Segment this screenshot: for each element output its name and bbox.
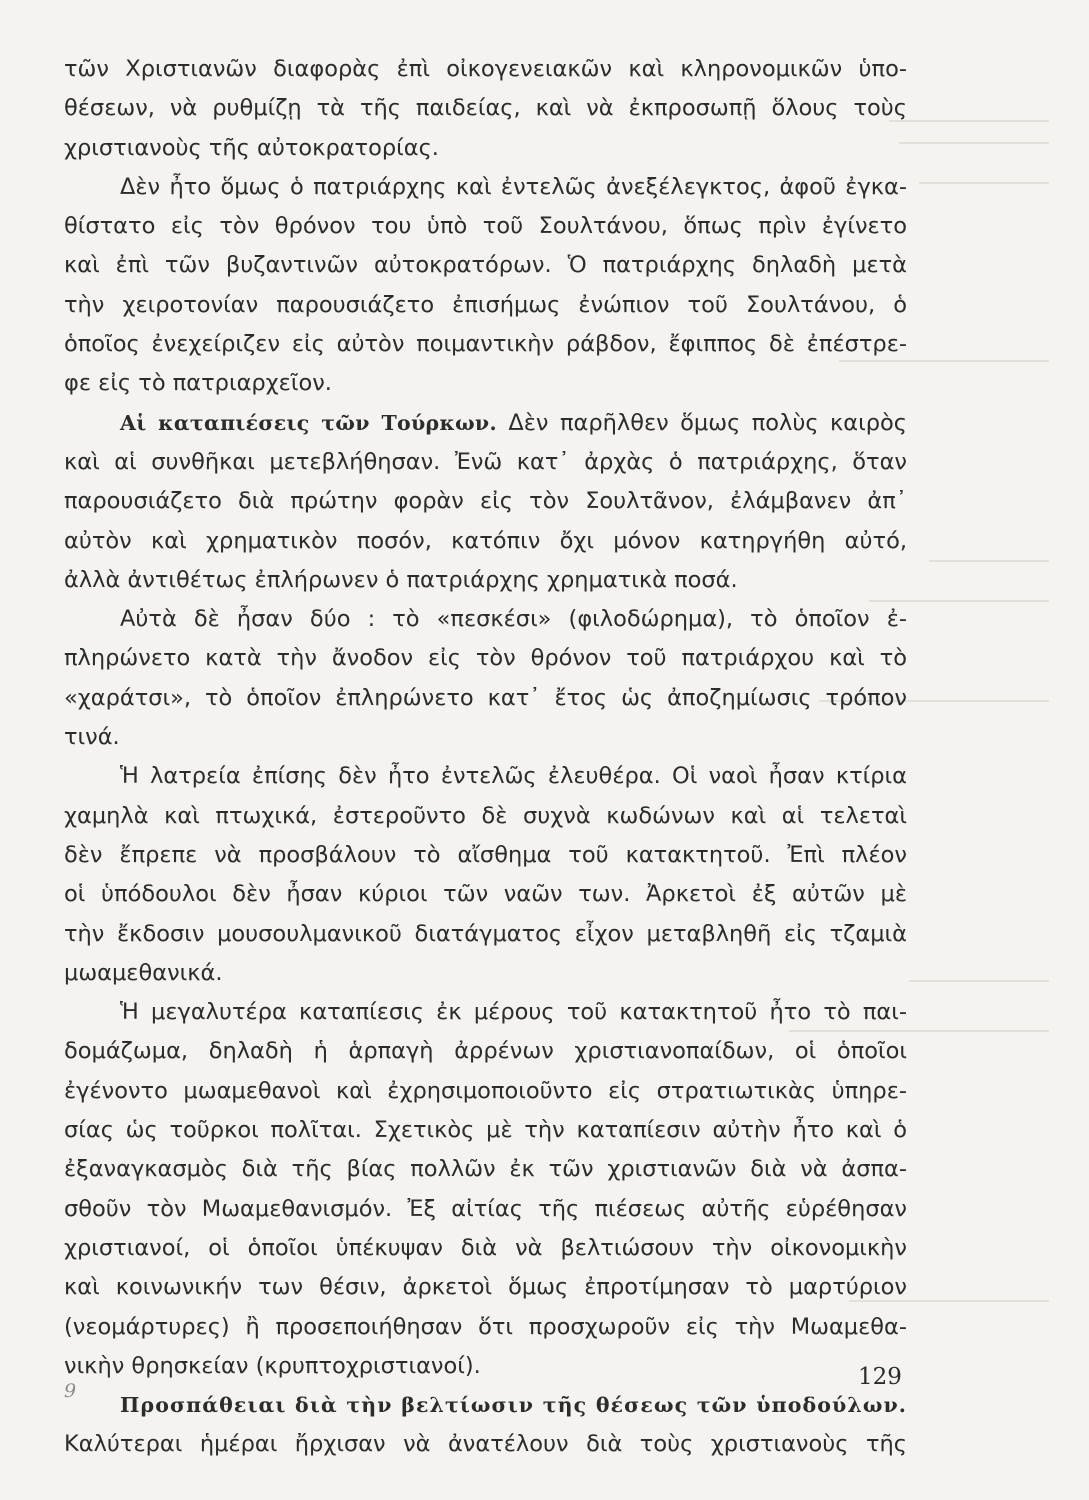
bleed-through-line xyxy=(899,142,1049,144)
text-line: μωαμεθανικά. xyxy=(64,959,223,986)
text-line: ἀλλὰ ἀντιθέτως ἐπλήρωνεν ὁ πατριάρχης χρηματικὰ ποσά. xyxy=(64,566,738,593)
text-line: καὶ κοινωνικήν των θέσιν, ἀρκετοὶ ὅμως ἐπροτίμησαν τὸ μαρτύριον xyxy=(64,1274,907,1301)
text-line: καὶ ἐπὶ τῶν βυζαντινῶν αὐτοκρατόρων. Ὁ πατριάρχης δηλαδὴ μετὰ xyxy=(64,252,907,279)
text-line: πληρώνετο κατὰ τὴν ἄνοδον εἰς τὸν θρόνον τοῦ πατριάρχου καὶ τὸ xyxy=(64,645,907,672)
text-line: τινά. xyxy=(64,724,120,751)
text-line: χριστιανοί, οἱ ὁποῖοι ὑπέκυψαν διὰ νὰ βελτιώσουν τὴν οἰκονομικὴν xyxy=(64,1234,907,1261)
text-line: θέσεων, νὰ ρυθμίζῃ τὰ τῆς παιδείας, καὶ νὰ ἐκπροσωπῇ ὅλους τοὺς xyxy=(64,95,907,122)
text-line: «χαράτσι», τὸ ὁποῖον ἐπληρώνετο κατ᾿ ἔτος ὡς ἀποζημίωσις τρόπον xyxy=(64,684,907,711)
text-line: ἐγένοντο μωαμεθανοὶ καὶ ἐχρησιμοποιοῦντο εἰς στρατιωτικὰς ὑπηρε- xyxy=(64,1077,907,1104)
text-line: σθοῦν τὸν Μωαμεθανισμόν. Ἐξ αἰτίας τῆς πιέσεως αὐτῆς εὑρέθησαν xyxy=(64,1195,907,1222)
text-line: τῶν Χριστιανῶν διαφορὰς ἐπὶ οἰκογενειακῶν καὶ κληρονομικῶν ὑπο- xyxy=(64,56,907,82)
bleed-through-line xyxy=(929,560,1049,562)
signature-mark: 9 xyxy=(64,1380,77,1402)
text-line: παρουσιάζετο διὰ πρώτην φορὰν εἰς τὸν Σουλτᾶνον, ἐλάμβανεν ἀπ᾿ xyxy=(64,488,907,515)
text-line: Καλύτεραι ἡμέραι ἤρχισαν νὰ ἀνατέλουν διὰ τοὺς χριστιανοὺς τῆς xyxy=(64,1431,907,1458)
text-line: οἱ ὑπόδουλοι δὲν ἦσαν κύριοι τῶν ναῶν των. Ἀρκετοὶ ἐξ αὐτῶν μὲ xyxy=(64,881,907,908)
text-line: δὲν ἔπρεπε νὰ προσβάλουν τὸ αἴσθημα τοῦ κατακτητοῦ. Ἐπὶ πλέον xyxy=(64,841,907,868)
text-line: ὁποῖος ἐνεχείριζεν εἰς αὐτὸν ποιμαντικὴν ράβδον, ἔφιππος δὲ ἐπέστρε- xyxy=(64,331,907,358)
text-line: σίας ὡς τοῦρκοι πολῖται. Σχετικὸς μὲ τὴν καταπίεσιν αὐτὴν ἦτο καὶ ὁ xyxy=(64,1117,907,1144)
section-heading: Αἱ καταπιέσεις τῶν Τούρκων. xyxy=(120,410,497,435)
text-run: Δὲν παρῆλθεν ὅμως πολὺς καιρὸς xyxy=(508,409,908,436)
text-line: (νεομάρτυρες) ἢ προσεποιήθησαν ὅτι προσχωροῦν εἰς τὴν Μωαμεθα- xyxy=(64,1313,907,1340)
text-line: Αὐτὰ δὲ ἦσαν δύο : τὸ «πεσκέσι» (φιλοδώρημα), τὸ ὁποῖον ἐ- xyxy=(120,606,907,633)
text-line: δομάζωμα, δηλαδὴ ἡ ἁρπαγὴ ἀρρένων χριστιανοπαίδων, οἱ ὁποῖοι xyxy=(64,1038,907,1065)
text-line: φε εἰς τὸ πατριαρχεῖον. xyxy=(64,370,332,397)
text-line: Δὲν ἦτο ὅμως ὁ πατριάρχης καὶ ἐντελῶς ἀνεξέλεγκτος, ἀφοῦ ἐγκα- xyxy=(120,173,907,200)
text-line: αὐτὸν καὶ χρηματικὸν ποσόν, κατόπιν ὄχι μόνον κατηργήθη αὐτό, xyxy=(64,527,907,554)
text-line: χαμηλὰ καὶ πτωχικά, ἐστεροῦντο δὲ συχνὰ κωδώνων καὶ αἱ τελεταὶ xyxy=(64,802,907,829)
text-line: τὴν ἔκδοσιν μουσουλμανικοῦ διατάγματος εἶχον μεταβληθῆ εἰς τζαμιὰ xyxy=(64,920,907,947)
text-line: χριστιανοὺς τῆς αὐτοκρατορίας. xyxy=(64,134,439,161)
text-line: Ἡ λατρεία ἐπίσης δὲν ἦτο ἐντελῶς ἐλευθέρα. Οἱ ναοὶ ἦσαν κτίρια xyxy=(120,763,907,790)
text-line: τὴν χειροτονίαν παρουσιάζετο ἐπισήμως ἐνώπιον τοῦ Σουλτάνου, ὁ xyxy=(64,291,907,318)
section-heading: Προσπάθειαι διὰ τὴν βελτίωσιν τῆς θέσεως τῶν ὑποδούλων. xyxy=(120,1393,907,1418)
bleed-through-line xyxy=(919,182,1049,184)
body-text xyxy=(64,50,907,1465)
page-number: 129 xyxy=(858,1364,902,1390)
heading-line xyxy=(64,404,907,443)
bleed-through-line xyxy=(909,980,1049,982)
text-line: ἐξαναγκασμὸς διὰ τῆς βίας πολλῶν ἐκ τῶν χριστιανῶν διὰ νὰ ἀσπα- xyxy=(64,1156,907,1183)
text-line: νικὴν θρησκείαν (κρυπτοχριστιανοί). xyxy=(64,1352,481,1379)
bleed-through-line xyxy=(889,120,1049,122)
text-line: Ἡ μεγαλυτέρα καταπίεσις ἐκ μέρους τοῦ κατακτητοῦ ἦτο τὸ παι- xyxy=(120,999,907,1026)
text-line: θίστατο εἰς τὸν θρόνον του ὑπὸ τοῦ Σουλτάνου, ὅπως πρὶν ἐγίνετο xyxy=(64,213,907,240)
text-line: καὶ αἱ συνθῆκαι μετεβλήθησαν. Ἐνῶ κατ᾿ ἀρχὰς ὁ πατριάρχης, ὅταν xyxy=(64,448,907,475)
